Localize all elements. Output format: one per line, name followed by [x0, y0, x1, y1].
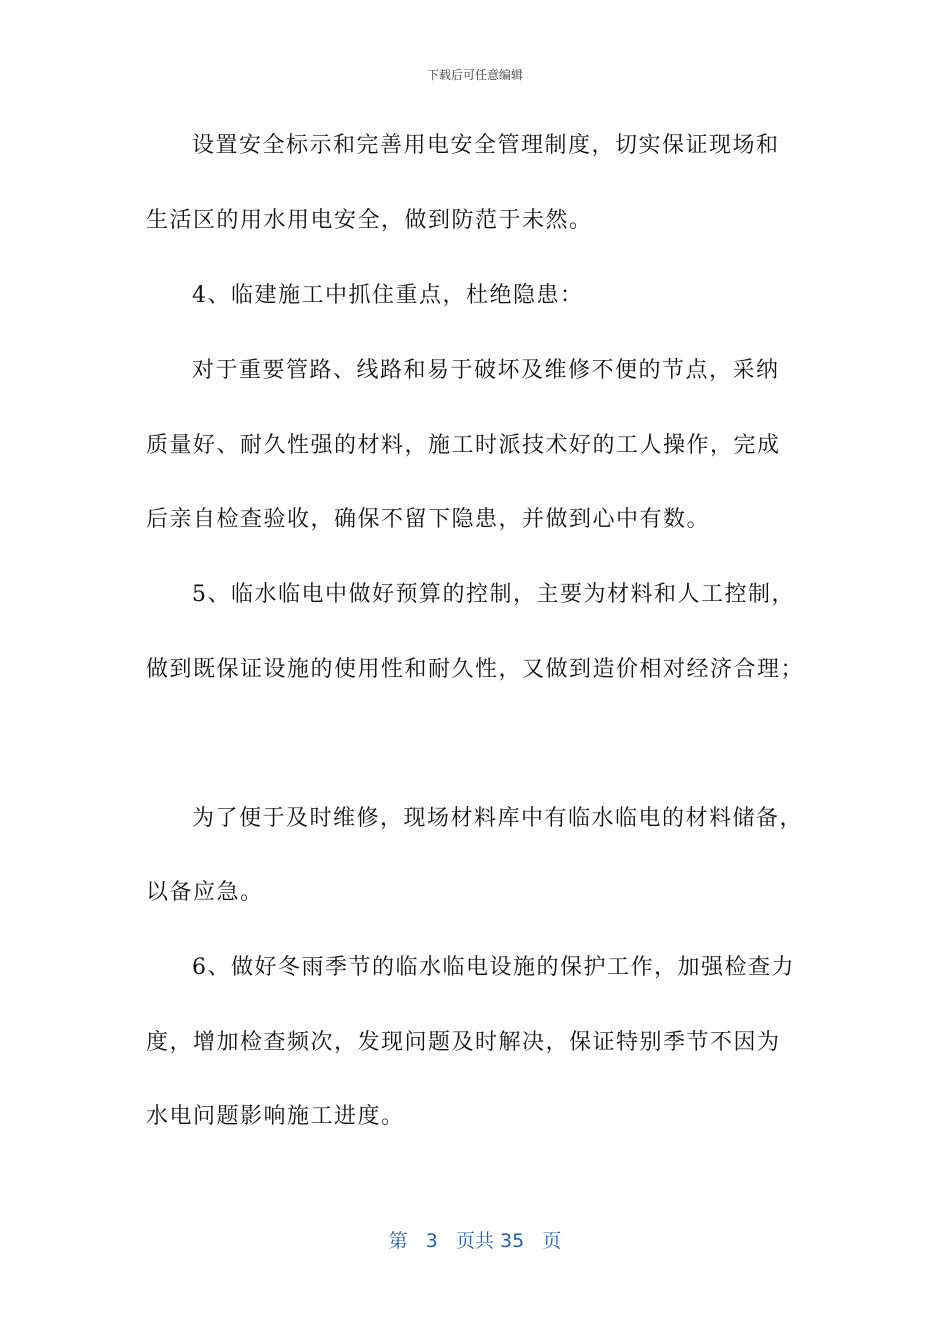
text-line: 后亲自检查验收，确保不留下隐患，并做到心中有数。: [146, 507, 711, 532]
text-line: 4、临建施工中抓住重点，杜绝隐患：: [192, 283, 584, 308]
text-line: 为了便于及时维修，现场材料库中有临水临电的材料储备，: [192, 806, 804, 831]
page-header-note: 下载后可任意编辑: [426, 68, 523, 82]
text-line: 质量好、耐久性强的材料，施工时派技术好的工人操作，完成: [146, 433, 781, 458]
footer-total-pages: 35: [500, 1230, 525, 1252]
text-line: 设置安全标示和完善用电安全管理制度，切实保证现场和: [192, 133, 780, 158]
text-line: 5、临水临电中做好预算的控制，主要为材料和人工控制，: [192, 582, 795, 607]
text-line: 水电问题影响施工进度。: [146, 1104, 405, 1129]
page-footer: [0, 1226, 950, 1253]
text-line: 6、做好冬雨季节的临水临电设施的保护工作，加强检查力: [192, 955, 795, 980]
text-line: 对于重要管路、线路和易于破坏及维修不便的节点，采纳: [192, 358, 780, 383]
footer-current-page: 3: [425, 1230, 438, 1252]
footer-prefix: 第: [388, 1230, 408, 1252]
footer-suffix: 页: [542, 1230, 562, 1252]
text-line: 度，增加检查频次，发现问题及时解决，保证特别季节不因为: [146, 1030, 781, 1055]
footer-middle: 页共: [455, 1230, 494, 1252]
text-line: 以备应急。: [146, 880, 264, 905]
text-line: 做到既保证设施的使用性和耐久性，又做到造价相对经济合理；: [146, 657, 805, 682]
text-line: 生活区的用水用电安全，做到防范于未然。: [146, 208, 593, 233]
